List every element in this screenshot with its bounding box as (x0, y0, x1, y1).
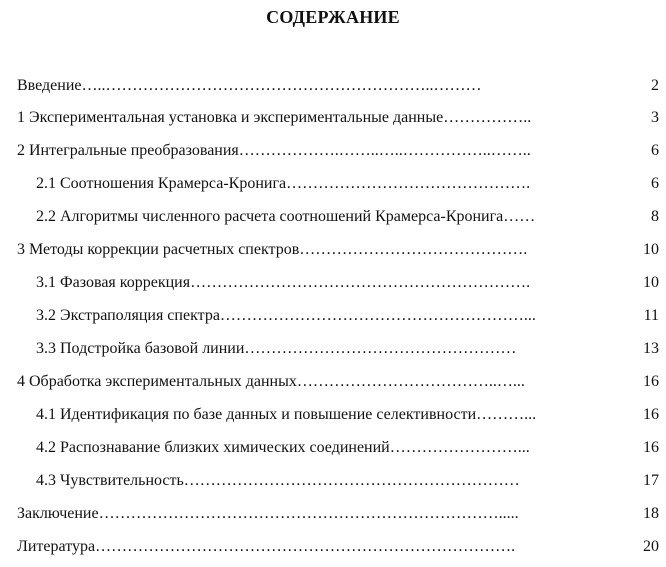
toc-entry-text: 4 Обработка экспериментальных данных………………………………..…... (17, 373, 525, 390)
toc-entry-text: Введение…..……………………………………………………..……… (17, 77, 482, 94)
toc-entry-section-4 (0, 371, 666, 393)
toc-entry-text: 3.2 Экстраполяция спектра…………………………………………………... (36, 307, 536, 324)
toc-page-number: 6 (651, 175, 659, 192)
toc-entry-text: 2 Интегральные преобразования……………….……..…..……………..…….. (17, 142, 531, 159)
page-title: СОДЕРЖАНИЕ (266, 7, 400, 27)
toc-entry-subsection-3-2 (0, 305, 666, 327)
toc-page-number: 17 (643, 472, 659, 489)
toc-entry-subsection-4-1 (0, 404, 666, 426)
toc-page-number: 6 (651, 142, 659, 159)
toc-entry-text: Литература……………………………………………………………………. (17, 538, 516, 555)
toc-entry-subsection-2-2 (0, 206, 666, 228)
toc-entry-introduction (0, 75, 666, 97)
toc-entry-text: 2.1 Соотношения Крамерса-Кронига………………………………………. (36, 175, 531, 192)
toc-entry-text: 3.1 Фазовая коррекция………………………………………………………. (36, 274, 531, 291)
toc-entry-text: 2.2 Алгоритмы численного расчета соотношений Крамерса-Кронига…… (36, 208, 536, 225)
toc-page-number: 11 (643, 307, 659, 324)
toc-page-number: 16 (643, 373, 659, 390)
toc-entry-section-2 (0, 140, 666, 162)
toc-entry-subsection-4-2 (0, 437, 666, 459)
toc-entry-section-3 (0, 239, 666, 261)
toc-entry-text: 3 Методы коррекции расчетных спектров……………………………………. (17, 241, 528, 258)
toc-page-number: 16 (643, 439, 659, 456)
toc-page-number: 8 (651, 208, 659, 225)
toc-entry-text: 4.2 Распознавание близких химических соединений……………………... (36, 439, 530, 456)
toc-entry-section-1 (0, 107, 666, 129)
toc-entry-subsection-2-1 (0, 173, 666, 195)
toc-entry-conclusion (0, 503, 666, 525)
toc-page-number: 18 (643, 505, 659, 522)
toc-page-number: 16 (643, 406, 659, 423)
toc-page-number: 20 (643, 538, 659, 555)
toc-entry-text: 1 Экспериментальная установка и экспериментальные данные…………….. (17, 109, 532, 126)
toc-entry-subsection-3-3 (0, 338, 666, 360)
toc-page-number: 13 (643, 340, 659, 357)
toc-entry-text: 4.3 Чувствительность……………………………………………………… (36, 472, 520, 489)
toc-entry-subsection-3-1 (0, 272, 666, 294)
toc-page-number: 2 (651, 77, 659, 94)
toc-entry-text: 4.1 Идентификация по базе данных и повышение селективности………... (36, 406, 537, 423)
toc-entry-references (0, 536, 666, 558)
toc-page-number: 10 (643, 274, 659, 291)
toc-page-number: 10 (643, 241, 659, 258)
toc-page-number: 3 (651, 109, 659, 126)
toc-entry-subsection-4-3 (0, 470, 666, 492)
toc-entry-text: Заключение…………………………………………………………………..... (17, 505, 519, 522)
toc-entry-text: 3.3 Подстройка базовой линии…………………………………………… (36, 340, 517, 357)
